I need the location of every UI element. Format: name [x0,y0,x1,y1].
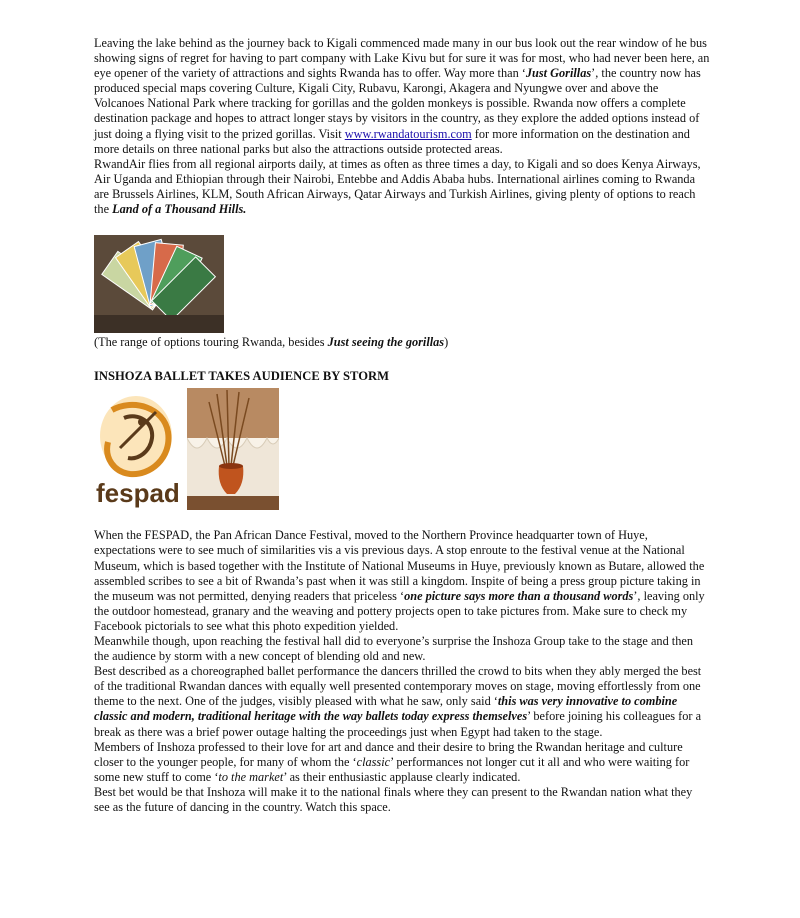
text-run: ) [444,335,449,350]
hall-illustration [187,388,279,510]
section-heading: INSHOZA BALLET TAKES AUDIENCE BY STORM [94,369,389,384]
text-run: for more information on the destination and more details on three national parks but also the attractions outside protected areas. [94,126,690,156]
paragraph-ballet [94,664,710,739]
text-run: ’ as their enthusiastic applause clearly indicated. [283,769,521,784]
emphasis-just-gorillas: Just Gorillas [525,66,592,81]
rwandatourism-link[interactable]: www.rwandatourism.com [344,126,472,141]
emphasis-one-picture: one picture says more than a thousand words [404,588,634,603]
paragraph-airlines [94,157,710,217]
article-body [94,528,710,815]
text-run: ’ before joining his colleagues for a break as there was a brief power outage halting the proceedings just when Egypt had taken to the stage. [94,709,702,739]
text-run: ’ performances not longer cut it all and who were waiting for some new stuff to come ‘ [94,754,690,784]
text-run: Members of Inshoza professed to their love for art and dance and their desire to bring the Rwandan heritage and culture closer to the younger people, for many of whom the ‘ [94,739,683,769]
fespad-logo [94,388,181,510]
fespad-logo-text: fespad [96,478,180,509]
brochures-photo [94,235,224,333]
brochures-illustration [94,235,224,333]
image-row [94,388,710,510]
text-run: (The range of options touring Rwanda, besides [94,335,328,350]
text-run: When the FESPAD, the Pan African Dance Festival, moved to the Northern Province headquarter town of Huye, expectations were to see much of similarities vis a vis previous days. A stop enroute to the festival venue at the National Museum, which is based together with the Institute of National Museums in Huye, previously known as Butare, allowed the assembled scribes to see a bit of Rwanda’s past when it was still a kingdom. Inspite of being a press group picture taking in the museum was not permitted, denying readers that priceless ‘ [94,528,705,603]
text-run: ’, leaving only the outdoor homestead, granary and the weaving and pottery projects open to take pictures from. Make sure to check my Facebook pictorials to see what this photo expedition yielded. [94,588,705,633]
emphasis-classic: classic [356,754,391,769]
paragraph-members [94,740,710,785]
fespad-emblem [94,388,181,510]
text-run: Leaving the lake behind as the journey back to Kigali commenced made many in our bus look out the rear window of he bus showing signs of regret for having to part company with Lake Kivu but for sure it was for most, who had never been here, an eye opener of the variety of attractions and sights Rwanda has to offer. Way more than ‘ [94,36,710,81]
paragraph-fespad [94,528,710,634]
paragraph-lake-kivu [94,36,710,157]
photo-caption [94,335,710,350]
emphasis-just-seeing-gorillas: Just seeing the gorillas [327,335,445,350]
paragraph-meanwhile: Meanwhile though, upon reaching the festival hall did to everyone’s surprise the Inshoza Group take to the stage and then the audience by storm with a new concept of blending old and new. [94,633,693,664]
text-run: Best described as a choreographed ballet performance the dancers thrilled the crowd to bits when they ably merged the best of the traditional Rwandan dances with equally well presented contemporary moves on stage, moving effortlessly from one theme to the next. One of the judges, visibly pleased with what he saw, only said ‘ [94,664,702,709]
emphasis-to-the-market: to the market [218,769,284,784]
text-run: RwandAir flies from all regional airports daily, at times as often as three times a day, to Kigali and so does Kenya Airways, Air Uganda and Ethiopian through their Nairobi, Entebbe and Addis Ababa hubs. International airlines coming to Rwanda are Brussels Airlines, KLM, South African Airways, Qatar Airways and Turkish Airlines, giving plenty of options to reach the [94,156,701,217]
paragraph-best-bet: Best bet would be that Inshoza will make it to the national finals where they can present to the Rwandan nation what they see as the future of dancing in the country. Watch this space. [94,784,693,814]
text-run: ’, the country now has produced special maps covering Culture, Kigali City, Rubavu, Karongi, Akagera and Nyungwe over and above the Volcanoes National Park where tracking for gorillas and the golden monkeys is possible. Rwanda now offers a complete destination package and hopes to attract longer stays by visitors in the country, as they explore the added options instead of just doing a flying visit to the prized gorillas. Visit [94,66,701,141]
hall-decoration-photo [187,388,279,510]
emphasis-land-of-thousand-hills: Land of a Thousand Hills. [112,202,247,217]
emphasis-judge-quote: this was very innovative to combine classic and modern, traditional heritage with the way ballets today express themselves [94,694,678,724]
document-page [94,36,710,815]
